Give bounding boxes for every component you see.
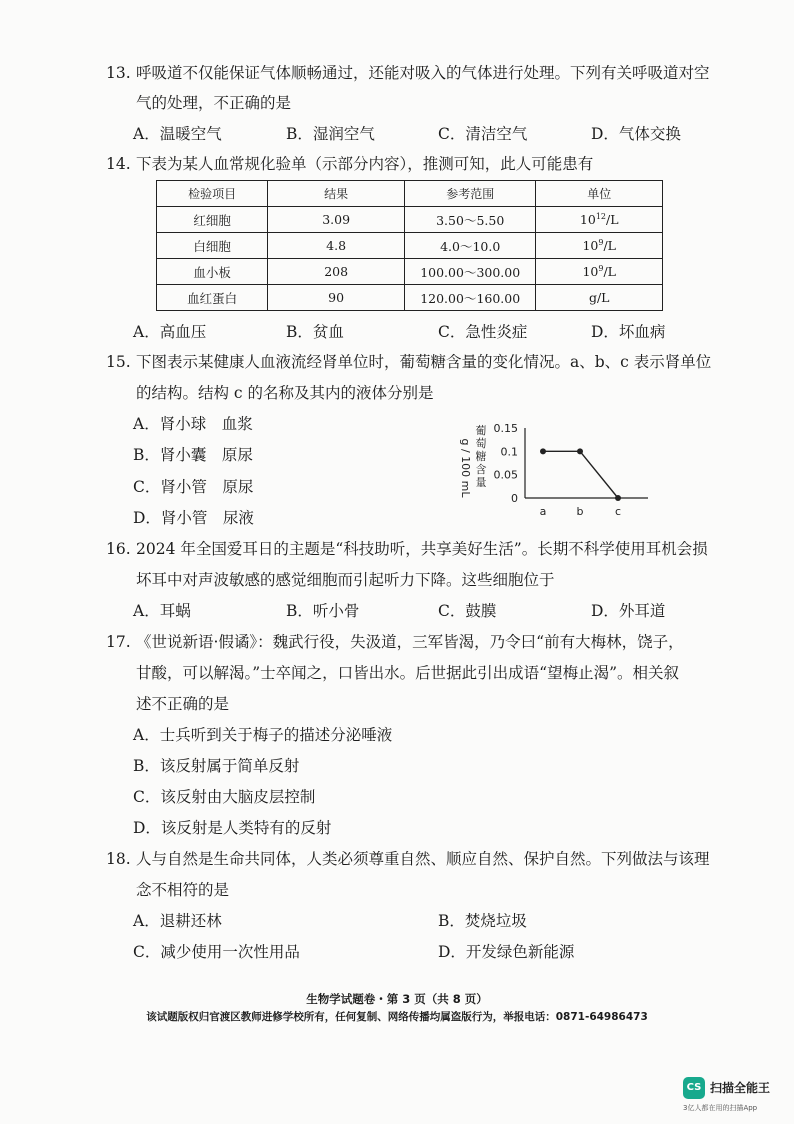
page-number-footer: 生物学试题卷・第 3 页（共 8 页） — [306, 992, 488, 1006]
y-tick-label: 0.15 — [493, 422, 518, 435]
q18-line2: 念不相符的是 — [136, 881, 230, 899]
q18-option-a: A．退耕还林 — [133, 912, 222, 930]
glucose-chart — [448, 418, 658, 523]
q18-option-d: D．开发绿色新能源 — [438, 943, 575, 961]
table-cell: 100.00～300.00 — [404, 259, 536, 285]
camscanner-name: 扫描全能王 — [710, 1081, 771, 1095]
q18-line1: 18. 人与自然是生命共同体，人类必须尊重自然、顺应自然、保护自然。下列做法与该理 — [106, 850, 710, 868]
q15-option-a: A．肾小球 血浆 — [133, 415, 253, 433]
glucose-points — [540, 448, 621, 501]
q14-option-d: D．坏血病 — [591, 323, 666, 341]
q17-option-c: C．该反射由大脑皮层控制 — [133, 788, 316, 806]
y-axis-label-char: 葡 — [475, 424, 487, 437]
q13-option-d: D．气体交换 — [591, 125, 681, 143]
table-cell: 3.50～5.50 — [404, 207, 536, 233]
q16-option-b: B．听小骨 — [286, 602, 360, 620]
q14-option-a: A．高血压 — [133, 323, 207, 341]
table-row — [157, 233, 663, 259]
q15-option-d: D．肾小管 尿液 — [133, 509, 254, 527]
copyright-footer: 该试题版权归官渡区教师进修学校所有，任何复制、网络传播均属盗版行为，举报电话：0871-64986473 — [146, 1011, 648, 1023]
data-point — [540, 448, 546, 454]
q17-line1: 17. 《世说新语·假谲》：魏武行役，失汲道，三军皆渴，乃令曰“前有大梅林，饶子， — [106, 633, 684, 651]
q16-option-d: D．外耳道 — [591, 602, 666, 620]
table-row — [157, 207, 663, 233]
q13-line1: 13. 呼吸道不仅能保证气体顺畅通过，还能对吸入的气体进行处理。下列有关呼吸道对空 — [106, 64, 710, 82]
y-axis-label-char: 糖 — [475, 450, 487, 463]
y-axis-unit: g / 100 mL — [459, 438, 472, 498]
q14-option-c: C．急性炎症 — [438, 323, 528, 341]
q17-line2: 甘酸，可以解渴。”士卒闻之，口皆出水。后世据此引出成语“望梅止渴”。相关叙 — [136, 664, 680, 682]
y-axis-label-char: 量 — [475, 476, 487, 489]
q14-option-b: B．贫血 — [286, 323, 344, 341]
x-tick-label: b — [576, 505, 584, 518]
table-cell: $10^{12}/L$ — [536, 207, 663, 233]
y-axis-label — [476, 423, 487, 489]
q16-option-c: C．鼓膜 — [438, 602, 497, 620]
table-cell: 90 — [268, 285, 405, 311]
x-tick-label: a — [539, 505, 547, 518]
table-cell: g/L — [536, 285, 663, 311]
y-tick-labels — [494, 422, 519, 505]
table-header: 参考范围 — [404, 181, 536, 207]
table-header-row — [157, 181, 663, 207]
data-point — [577, 448, 583, 454]
q16-line2: 坏耳中对声波敏感的感觉细胞而引起听力下降。这些细胞位于 — [136, 571, 555, 589]
table-row — [157, 259, 663, 285]
q13-option-c: C．清洁空气 — [438, 125, 528, 143]
q15-option-b: B．肾小囊 原尿 — [133, 446, 253, 464]
blood-test-table — [156, 180, 663, 311]
camscanner-tagline: 3亿人都在用的扫描App — [683, 1104, 758, 1112]
q18-option-b: B．焚烧垃圾 — [438, 912, 527, 930]
table-cell: 3.09 — [268, 207, 405, 233]
q17-line3: 述不正确的是 — [136, 695, 230, 713]
q16-option-a: A．耳蜗 — [133, 602, 191, 620]
y-tick-label: 0 — [511, 492, 518, 505]
table-header: 结果 — [268, 181, 405, 207]
q18-option-c: C．减少使用一次性用品 — [133, 943, 300, 961]
q17-option-d: D．该反射是人类特有的反射 — [133, 819, 332, 837]
q17-option-a: A．士兵听到关于梅子的描述分泌唾液 — [133, 726, 393, 744]
y-tick-label: 0.1 — [500, 445, 518, 459]
q15-line2: 的结构。结构 c 的名称及其内的液体分别是 — [136, 384, 434, 402]
table-cell: $10^9/L$ — [536, 259, 663, 285]
table-cell: 4.8 — [268, 233, 405, 259]
q13-option-a: A．温暖空气 — [133, 125, 222, 143]
table-row — [157, 285, 663, 311]
x-tick-labels — [540, 505, 621, 518]
table-cell: 血小板 — [157, 259, 268, 285]
y-tick-label: 0.05 — [493, 468, 518, 482]
table-header: 检验项目 — [157, 181, 268, 207]
q16-line1: 16. 2024 年全国爱耳日的主题是“科技助听，共享美好生活”。长期不科学使用耳机会损 — [106, 540, 708, 558]
glucose-line — [543, 451, 618, 498]
q15-option-c: C．肾小管 原尿 — [133, 478, 254, 496]
y-axis-label-char: 含 — [475, 463, 487, 476]
y-axis-label-char: 萄 — [475, 437, 487, 450]
data-point — [615, 495, 621, 501]
q13-option-b: B．湿润空气 — [286, 125, 375, 143]
camscanner-logo-icon: CS — [683, 1077, 705, 1099]
table-cell: $10^9/L$ — [536, 233, 663, 259]
q14-line1: 14. 下表为某人血常规化验单（示部分内容），推测可知，此人可能患有 — [106, 155, 594, 173]
table-cell: 白细胞 — [157, 233, 268, 259]
x-tick-label: c — [614, 505, 622, 518]
table-cell: 4.0～10.0 — [404, 233, 536, 259]
table-cell: 血红蛋白 — [157, 285, 268, 311]
table-header: 单位 — [536, 181, 663, 207]
q17-option-b: B．该反射属于简单反射 — [133, 757, 300, 775]
table-cell: 红细胞 — [157, 207, 268, 233]
table-cell: 208 — [268, 259, 405, 285]
q15-line1: 15. 下图表示某健康人血液流经肾单位时，葡萄糖含量的变化情况。a、b、c 表示肾单位 — [106, 353, 712, 371]
q13-line2: 气的处理，不正确的是 — [136, 94, 292, 112]
table-cell: 120.00～160.00 — [404, 285, 536, 311]
